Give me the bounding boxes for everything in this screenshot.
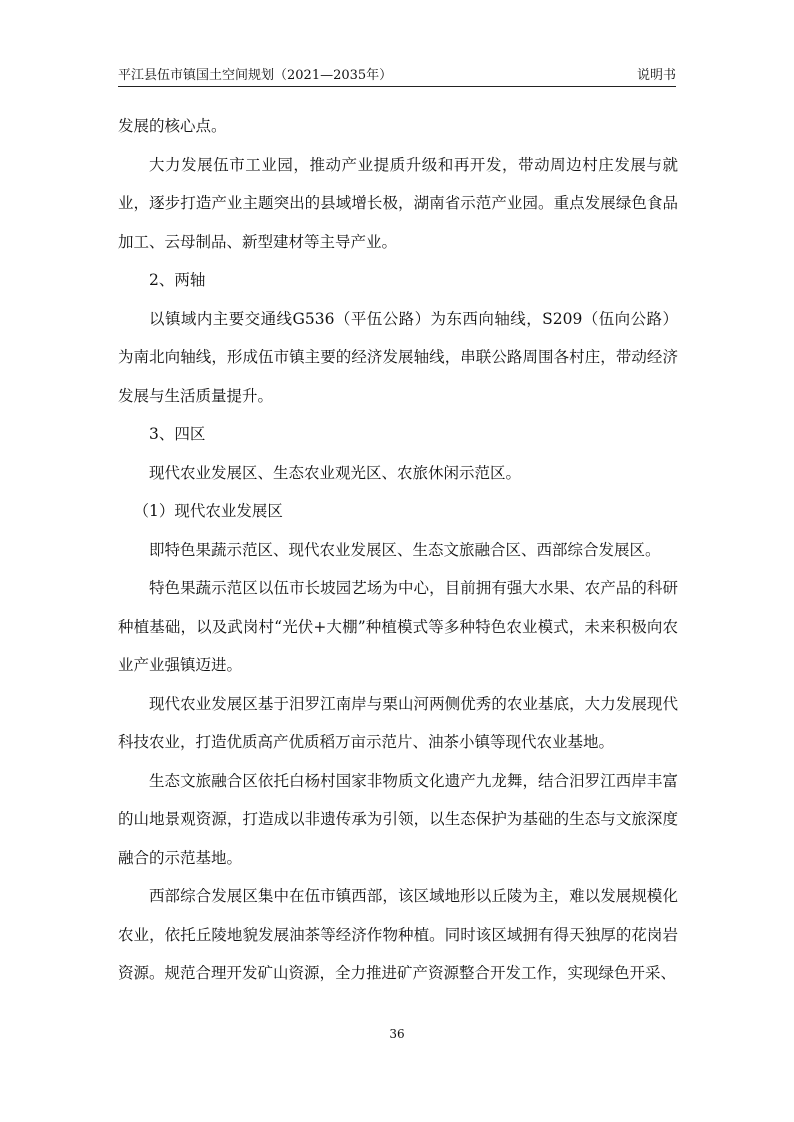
- paragraph: 发展的核心点。: [118, 117, 227, 135]
- page-header: [118, 66, 676, 87]
- document-title: 平江县伍市镇国土空间规划（2021—2035年）: [118, 68, 393, 83]
- paragraph: 特色果蔬示范区以伍市长坡园艺场为中心，目前拥有强大水果、农产品的科研种植基础，以及武岗村“光伏+大棚”种植模式等多种特色农业模式，未来积极向农业产业强镇迈进。: [118, 579, 678, 674]
- page-number: 36: [389, 1027, 405, 1041]
- paragraph: 现代农业发展区、生态农业观光区、农旅休闲示范区。: [149, 463, 522, 482]
- body-text: [118, 107, 678, 993]
- subsection-heading: （1）现代农业发展区: [133, 502, 283, 520]
- document-type-label: 说明书: [636, 68, 676, 83]
- paragraph: 现代农业发展区基于汨罗江南岸与栗山河两侧优秀的农业基底，大力发展现代科技农业，打造优质高产优质稻万亩示范片、油茶小镇等现代农业基地。: [118, 694, 678, 751]
- section-heading: 3、四区: [149, 425, 206, 443]
- paragraph: 即特色果蔬示范区、现代农业发展区、生态文旅融合区、西部综合发展区。: [149, 540, 661, 559]
- section-heading: 2、两轴: [149, 271, 206, 289]
- paragraph: 生态文旅融合区依托白杨村国家非物质文化遗产九龙舞，结合汨罗江西岸丰富的山地景观资源，打造成以非遗传承为引领，以生态保护为基础的生态与文旅深度融合的示范基地。: [118, 771, 678, 867]
- paragraph: 以镇域内主要交通线G536（平伍公路）为东西向轴线，S209（伍向公路）为南北向轴线，形成伍市镇主要的经济发展轴线，串联公路周围各村庄，带动经济发展与生活质量提升。: [118, 309, 678, 405]
- paragraph: 西部综合发展区集中在伍市镇西部，该区域地形以丘陵为主，难以发展规模化农业，依托丘陵地貌发展油茶等经济作物种植。同时该区域拥有得天独厚的花岗岩资源。规范合理开发矿山资源，全力推进矿产资源整合开发工作，实现绿色开采、: [118, 887, 678, 982]
- paragraph: 大力发展伍市工业园，推动产业提质升级和再开发，带动周边村庄发展与就业，逐步打造产业主题突出的县域增长极，湖南省示范产业园。重点发展绿色食品加工、云母制品、新型建材等主导产业。: [118, 155, 678, 251]
